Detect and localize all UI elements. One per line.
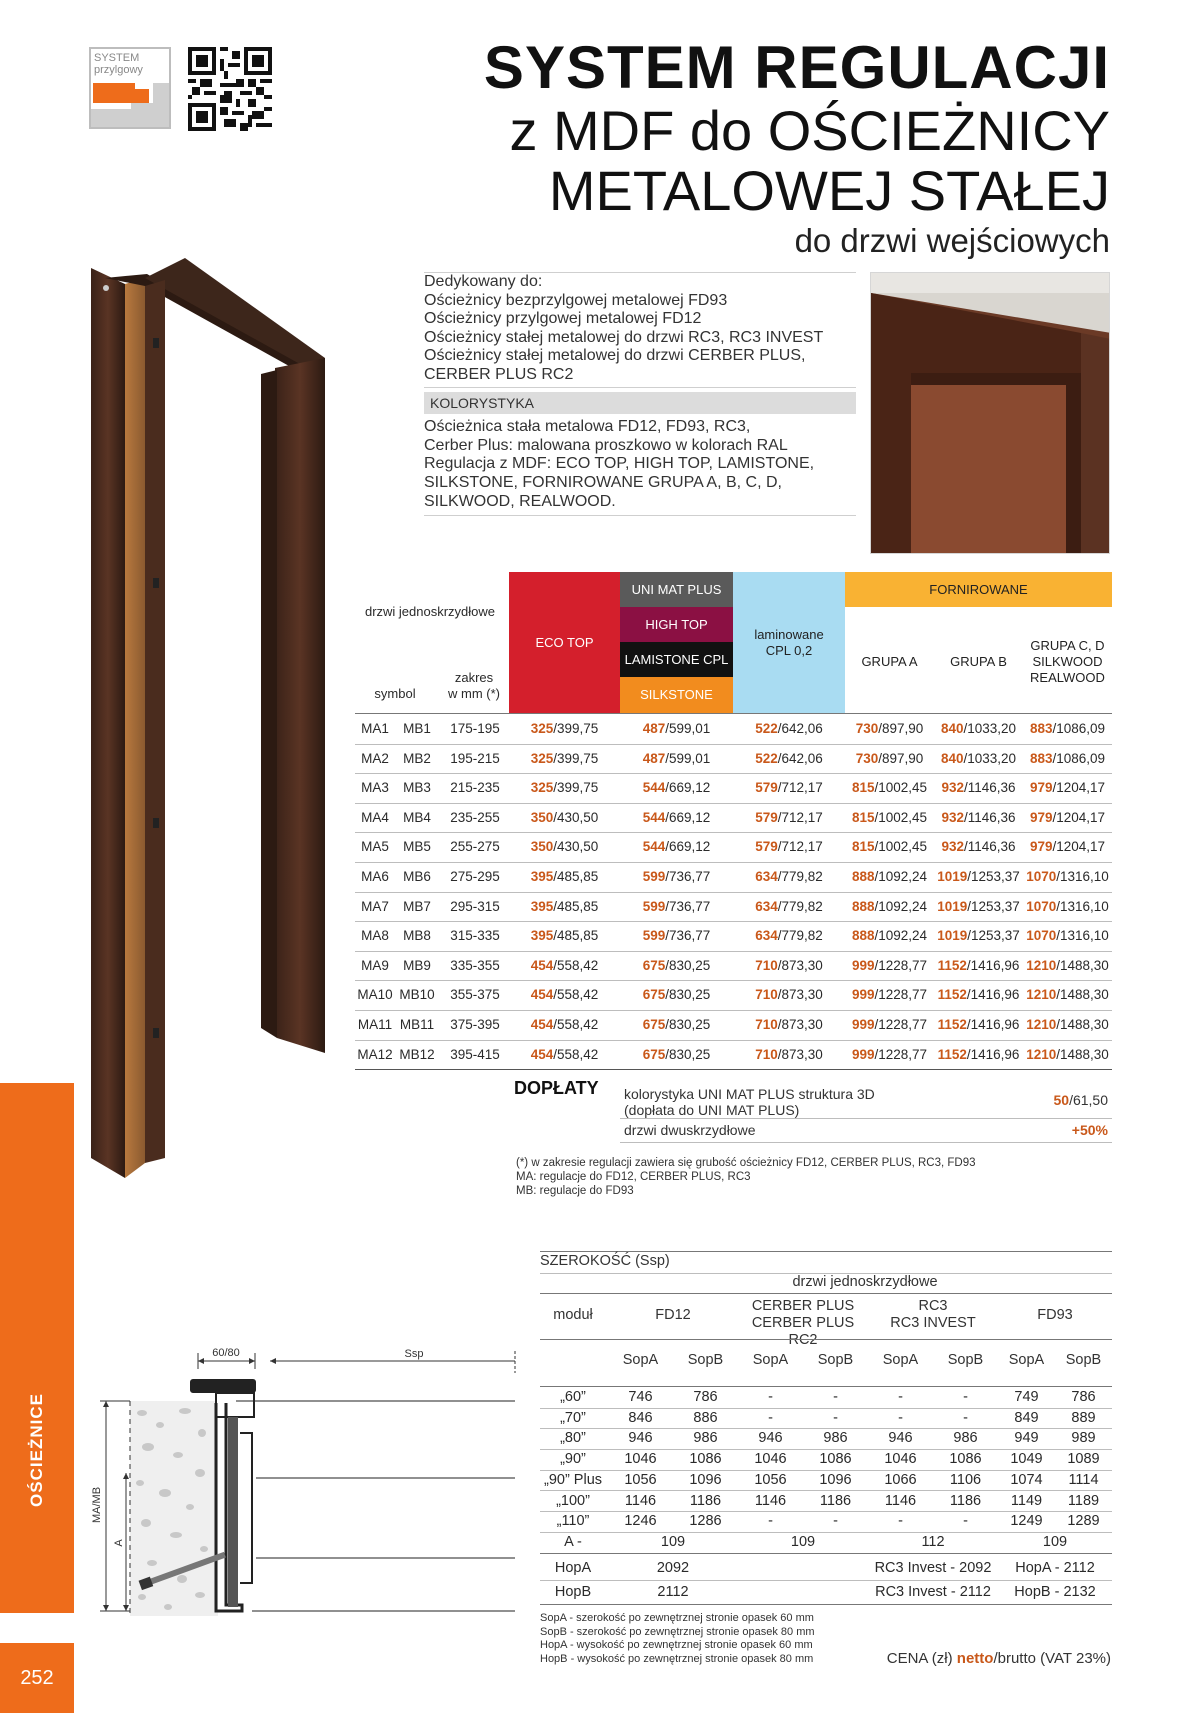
hopb-rc3: RC3 Invest - 2112 <box>875 1584 991 1600</box>
width-cell: 1186 <box>819 1492 852 1509</box>
info-block <box>424 272 856 516</box>
width-cell: - <box>963 1513 968 1530</box>
width-cell: 1289 <box>1067 1513 1100 1530</box>
width-cell: - <box>898 1389 903 1405</box>
doplaty-row1-line2: (dopłata do UNI MAT PLUS) <box>624 1102 800 1118</box>
width-cell: - <box>833 1513 838 1530</box>
price-row <box>355 832 1112 863</box>
sop-header-sopb: SopB <box>817 1352 854 1368</box>
hopa-rc3: RC3 Invest - 2092 <box>874 1560 992 1576</box>
price-cell-eco: 325/399,75 <box>530 750 599 766</box>
door-frame-illustration <box>85 258 330 1188</box>
width-cell: 986 <box>823 1430 848 1447</box>
dedicated-line: CERBER PLUS RC2 <box>424 365 574 383</box>
footnote-3: MB: regulacje do FD93 <box>516 1185 634 1197</box>
doplaty-row-double <box>620 1118 1112 1143</box>
price-cell-uni: 675/830,25 <box>642 1046 711 1062</box>
price-cell-ma: MA10 <box>357 987 393 1003</box>
width-cell: 749 <box>1014 1389 1039 1405</box>
price-cell-gb: 932/1146,36 <box>941 809 1016 825</box>
price-cell-ma: MA12 <box>357 1046 393 1062</box>
price-cell-ga: 888/1092,24 <box>851 928 928 944</box>
price-cell-ga: 999/1228,77 <box>851 957 928 973</box>
price-cell-gb: 1152/1416,96 <box>937 1046 1020 1062</box>
price-cell-mb: MB8 <box>403 928 431 944</box>
price-cell-uni: 544/669,12 <box>642 809 711 825</box>
price-cell-ma: MA8 <box>361 928 389 944</box>
price-cell-range: 275-295 <box>450 869 500 884</box>
header-symbol: symbol <box>374 686 416 701</box>
width-cell: 1074 <box>1010 1471 1043 1488</box>
doplaty-row-uni <box>620 1082 1112 1119</box>
dim-top-label: 60/80 <box>212 1347 240 1359</box>
price-cell-ga: 815/1002,45 <box>851 839 928 855</box>
kolorystyka-line: Cerber Plus: malowana proszkowo w kolorach RAL <box>424 436 788 454</box>
width-col-cerber-line2: CERBER PLUS RC2 <box>751 1315 855 1348</box>
sop-header-sopa: SopA <box>622 1352 659 1368</box>
badge-line1: SYSTEM <box>94 52 140 64</box>
price-cell-lam: 522/642,06 <box>755 750 823 766</box>
price-cell-mb: MB10 <box>399 987 435 1003</box>
price-cell-lam: 710/873,30 <box>755 987 823 1003</box>
price-cell-uni: 675/830,25 <box>642 957 711 973</box>
price-row <box>355 803 1112 834</box>
price-row <box>355 892 1112 923</box>
header-high-top: HIGH TOP <box>620 607 733 642</box>
width-cell: 989 <box>1071 1430 1096 1447</box>
hopa-fd93: HopA - 2112 <box>1015 1560 1095 1576</box>
width-cell: 1066 <box>884 1471 917 1488</box>
price-cell-mb: MB3 <box>403 780 431 796</box>
price-cell-eco: 395/485,85 <box>530 869 599 884</box>
price-cell-gc: 1070/1316,10 <box>1026 898 1109 914</box>
width-row-modul: „90” <box>560 1451 586 1468</box>
width-cell: 949 <box>1014 1430 1039 1447</box>
width-cell: 1286 <box>689 1513 722 1530</box>
width-row <box>540 1491 1112 1513</box>
header-single-door: drzwi jednoskrzydłowe <box>364 604 496 619</box>
dim-a-label: A <box>113 1539 125 1547</box>
width-cell: 1096 <box>819 1471 852 1488</box>
price-row <box>355 980 1112 1011</box>
hopa-value: 2092 <box>656 1560 690 1576</box>
width-col-rc3-line1: RC3 <box>918 1298 948 1314</box>
price-cell-ma: MA9 <box>361 957 389 973</box>
width-row <box>540 1428 1112 1450</box>
header-grupa-cd-line1: GRUPA C, D <box>1030 638 1105 653</box>
title-line3: METALOWEJ STAŁEJ <box>548 159 1110 222</box>
price-cell-lam: 579/712,17 <box>755 809 823 825</box>
header-grupa-b: GRUPA B <box>950 654 1007 669</box>
width-col-rc3-line2: RC3 INVEST <box>890 1315 976 1331</box>
price-cell-gb: 1152/1416,96 <box>937 957 1020 973</box>
frame-corner-image <box>871 273 1110 554</box>
width-cell: 1089 <box>1067 1451 1100 1468</box>
sop-header-sopb: SopB <box>947 1352 984 1368</box>
header-laminowane <box>733 572 845 713</box>
price-cell-range: 255-275 <box>450 839 500 855</box>
price-cell-ga: 888/1092,24 <box>851 869 928 884</box>
price-cell-gb: 1019/1253,37 <box>937 869 1020 884</box>
badge-line2: przylgowy <box>94 64 143 76</box>
hopb-row <box>540 1581 1112 1605</box>
width-cell: - <box>963 1409 968 1426</box>
price-cell-gb: 840/1033,20 <box>940 721 1017 736</box>
width-cell: 1246 <box>624 1513 657 1530</box>
a-row <box>540 1532 1112 1554</box>
price-cell-eco: 325/399,75 <box>530 721 599 736</box>
width-cell: 1086 <box>689 1451 722 1468</box>
hopb-label: HopB <box>554 1584 592 1600</box>
header-laminowane-line1: laminowane <box>754 626 824 642</box>
kolorystyka-heading: KOLORYSTYKA <box>424 392 856 415</box>
page-number: 252 <box>0 1643 74 1713</box>
width-col-rc3 <box>868 1298 998 1332</box>
width-table-subtitle: drzwi jednoskrzydłowe <box>792 1274 938 1290</box>
width-cell: 986 <box>693 1430 718 1447</box>
price-cell-eco: 350/430,50 <box>530 839 599 855</box>
header-grupa-cd <box>1023 636 1112 688</box>
price-cell-gb: 840/1033,20 <box>940 750 1017 766</box>
width-cell: 1046 <box>884 1451 917 1468</box>
price-cell-uni: 544/669,12 <box>642 839 711 855</box>
width-col-fd12: FD12 <box>655 1307 691 1323</box>
price-cell-uni: 675/830,25 <box>642 987 711 1003</box>
price-cell-ga: 730/897,90 <box>855 721 924 736</box>
width-cell: 1046 <box>624 1451 657 1468</box>
footnote-2: MA: regulacje do FD12, CERBER PLUS, RC3 <box>516 1171 751 1183</box>
width-row <box>540 1470 1112 1492</box>
sop-header-sopb: SopB <box>687 1352 724 1368</box>
width-cell: 1106 <box>949 1471 982 1488</box>
qr-code[interactable] <box>188 47 272 131</box>
width-col-cerber <box>738 1298 868 1349</box>
kolorystyka-line: SILKWOOD, REALWOOD. <box>424 492 616 510</box>
price-cell-mb: MB12 <box>399 1046 435 1062</box>
price-cell-lam: 522/642,06 <box>755 721 823 736</box>
price-cell-range: 395-415 <box>450 1046 500 1062</box>
price-cell-gb: 932/1146,36 <box>941 839 1016 855</box>
price-cell-range: 375-395 <box>450 1017 500 1032</box>
width-cell: 786 <box>693 1389 718 1405</box>
width-cell: - <box>898 1409 903 1426</box>
width-row <box>540 1511 1112 1533</box>
dim-mamb-label: MA/MB <box>91 1486 103 1524</box>
price-row <box>355 773 1112 804</box>
width-cell: 886 <box>693 1409 718 1426</box>
price-cell-mb: MB11 <box>399 1017 435 1032</box>
width-cell: 1086 <box>819 1451 852 1468</box>
price-cell-uni: 675/830,25 <box>642 1017 711 1032</box>
width-table-title: SZEROKOŚĆ (Ssp) <box>540 1253 670 1269</box>
header-lamistone: LAMISTONE CPL <box>620 642 733 677</box>
price-cell-ga: 999/1228,77 <box>851 987 928 1003</box>
width-col-fd93: FD93 <box>1037 1307 1073 1323</box>
title-line2: z MDF do OŚCIEŻNICY <box>509 99 1110 162</box>
price-cell-gb: 1152/1416,96 <box>937 987 1020 1003</box>
legend-hopa: HopA - wysokość po zewnętrznej stronie opasek 60 mm <box>540 1639 813 1652</box>
price-cell-eco: 454/558,42 <box>530 1046 599 1062</box>
price-cell-range: 195-215 <box>450 750 500 766</box>
header-laminowane-line2: CPL 0,2 <box>765 642 813 658</box>
hopa-row <box>540 1557 1112 1581</box>
frame-corner-photo <box>870 272 1110 554</box>
price-cell-range: 175-195 <box>450 721 500 736</box>
price-cell-ma: MA6 <box>361 869 389 884</box>
price-cell-ga: 888/1092,24 <box>851 898 928 914</box>
width-cell: 846 <box>628 1409 653 1426</box>
price-cell-uni: 487/599,01 <box>642 721 711 736</box>
header-grupa-cd-line2: SILKWOOD <box>1032 654 1103 669</box>
a-value: 109 <box>660 1534 686 1550</box>
header-grupa-a: GRUPA A <box>861 654 918 669</box>
width-cell: 1046 <box>754 1451 787 1468</box>
price-row <box>355 921 1112 952</box>
price-cell-gc: 979/1204,17 <box>1029 780 1106 796</box>
dedicated-line: Ościeżnicy stałej metalowej do drzwi CERBER PLUS, <box>424 347 806 365</box>
system-badge <box>89 47 171 129</box>
price-cell-range: 235-255 <box>450 809 500 825</box>
doplaty-row2-value: +50% <box>1071 1122 1108 1138</box>
header-range-line2: w mm (*) <box>448 686 500 701</box>
price-cell-gc: 1210/1488,30 <box>1026 1046 1109 1062</box>
width-row <box>540 1408 1112 1430</box>
price-cell-ga: 999/1228,77 <box>851 1017 928 1032</box>
dedicated-line: Ościeżnicy przylgowej metalowej FD12 <box>424 310 702 328</box>
price-cell-mb: MB9 <box>403 957 431 973</box>
width-cell: 986 <box>953 1430 978 1447</box>
price-cell-eco: 454/558,42 <box>530 987 599 1003</box>
width-cell: 1189 <box>1067 1492 1100 1509</box>
price-cell-mb: MB1 <box>403 721 431 736</box>
width-cell: 946 <box>758 1430 783 1447</box>
doplaty-row1-value: 50/61,50 <box>1053 1092 1108 1108</box>
price-cell-range: 295-315 <box>450 898 500 914</box>
width-cell: 1114 <box>1068 1471 1099 1488</box>
width-cell: - <box>898 1513 903 1530</box>
price-row <box>355 1010 1112 1041</box>
price-cell-ga: 730/897,90 <box>855 750 924 766</box>
footnote-1: (*) w zakresie regulacji zawiera się grubość ościeżnicy FD12, CERBER PLUS, RC3, FD93 <box>516 1157 976 1169</box>
width-cell: 1086 <box>949 1451 982 1468</box>
legend <box>540 1612 815 1666</box>
price-cell-gc: 1070/1316,10 <box>1026 928 1109 944</box>
price-cell-gc: 1210/1488,30 <box>1026 957 1109 973</box>
kolorystyka-line: Ościeżnica stała metalowa FD12, FD93, RC3, <box>424 418 751 436</box>
sop-header-sopa: SopA <box>1008 1352 1045 1368</box>
width-cell: - <box>768 1409 773 1426</box>
price-cell-mb: MB2 <box>403 750 431 766</box>
doplaty-row2-label: drzwi dwuskrzydłowe <box>624 1122 756 1138</box>
header-uni-mat-plus: UNI MAT PLUS <box>620 572 733 607</box>
sop-header-sopb: SopB <box>1065 1352 1102 1368</box>
width-cell: 1056 <box>624 1471 657 1488</box>
price-cell-lam: 634/779,82 <box>755 898 823 914</box>
sop-header-sopa: SopA <box>752 1352 789 1368</box>
cross-section-diagram <box>90 1343 530 1633</box>
width-cell: 1149 <box>1010 1492 1043 1509</box>
price-cell-ma: MA5 <box>361 839 389 855</box>
price-cell-ma: MA2 <box>361 750 389 766</box>
width-cell: 946 <box>888 1430 913 1447</box>
price-cell-eco: 454/558,42 <box>530 957 599 973</box>
price-cell-gb: 1152/1416,96 <box>937 1017 1020 1032</box>
width-cell: 1049 <box>1010 1451 1043 1468</box>
width-row-modul: „60” <box>560 1389 586 1405</box>
width-cell: 946 <box>628 1430 653 1447</box>
price-cell-gb: 932/1146,36 <box>941 780 1016 796</box>
header-eco-top: ECO TOP <box>509 572 620 713</box>
width-cell: 849 <box>1014 1409 1039 1426</box>
price-cell-gc: 883/1086,09 <box>1029 750 1106 766</box>
price-cell-ma: MA3 <box>361 780 389 796</box>
price-cell-gc: 1070/1316,10 <box>1026 869 1109 884</box>
width-row <box>540 1387 1112 1409</box>
width-cell: - <box>768 1513 773 1530</box>
width-row-modul: „80” <box>560 1430 586 1447</box>
width-cell: - <box>833 1409 838 1426</box>
price-cell-eco: 454/558,42 <box>530 1017 599 1032</box>
dedicated-line: Ościeżnicy bezprzylgowej metalowej FD93 <box>424 291 728 309</box>
price-cell-lam: 634/779,82 <box>755 869 823 884</box>
price-cell-range: 355-375 <box>450 987 500 1003</box>
width-col-modul: moduł <box>553 1307 593 1323</box>
width-cell: 1186 <box>689 1492 722 1509</box>
width-cell: 1096 <box>689 1471 722 1488</box>
price-row <box>355 862 1112 893</box>
price-cell-lam: 579/712,17 <box>755 780 823 796</box>
dedicated-line: Ościeżnicy stałej metalowej do drzwi RC3, RC3 INVEST <box>424 328 824 346</box>
price-cell-gc: 1210/1488,30 <box>1026 1017 1109 1032</box>
price-cell-range: 335-355 <box>450 957 500 973</box>
price-cell-range: 315-335 <box>450 928 500 944</box>
price-cell-gb: 1019/1253,37 <box>937 928 1020 944</box>
price-cell-mb: MB6 <box>403 869 431 884</box>
hopa-label: HopA <box>554 1560 592 1576</box>
price-row <box>355 1040 1112 1071</box>
price-cell-eco: 350/430,50 <box>530 809 599 825</box>
doplaty-row1-line1: kolorystyka UNI MAT PLUS struktura 3D <box>624 1086 875 1102</box>
price-cell-uni: 599/736,77 <box>642 869 711 884</box>
price-cell-gb: 1019/1253,37 <box>937 898 1020 914</box>
header-grupa-cd-line3: REALWOOD <box>1030 670 1105 685</box>
footnotes <box>516 1156 976 1198</box>
width-cell: - <box>768 1389 773 1405</box>
a-value: 109 <box>790 1534 816 1550</box>
price-cell-ma: MA11 <box>357 1017 393 1032</box>
width-cell: 1186 <box>949 1492 982 1509</box>
price-cell-lam: 710/873,30 <box>755 1046 823 1062</box>
price-row <box>355 951 1112 982</box>
width-cell: - <box>963 1389 968 1405</box>
page-title: SYSTEM REGULACJI <box>483 34 1110 101</box>
header-fornirowane: FORNIROWANE <box>845 572 1112 607</box>
legend-sopb: SopB - szerokość po zewnętrznej stronie opasek 80 mm <box>540 1625 815 1638</box>
price-cell-mb: MB7 <box>403 898 431 914</box>
width-row-modul: „100” <box>556 1492 590 1509</box>
qr-code-icon <box>188 47 272 131</box>
price-cell-ma: MA1 <box>361 721 389 736</box>
width-cell: 786 <box>1071 1389 1096 1405</box>
width-cell: 1146 <box>884 1492 917 1509</box>
price-cell-range: 215-235 <box>450 780 500 796</box>
doplaty-heading: DOPŁATY <box>514 1078 599 1098</box>
hopb-value: 2112 <box>657 1584 689 1600</box>
price-cell-uni: 487/599,01 <box>642 750 711 766</box>
price-cell-ga: 815/1002,45 <box>851 809 928 825</box>
price-cell-gc: 979/1204,17 <box>1029 839 1106 855</box>
price-cell-ga: 999/1228,77 <box>851 1046 928 1062</box>
a-label: A - <box>564 1534 582 1550</box>
width-col-cerber-line1: CERBER PLUS <box>751 1298 855 1314</box>
kolorystyka-line: Regulacja z MDF: ECO TOP, HIGH TOP, LAMISTONE, <box>424 455 815 473</box>
price-cell-gc: 1210/1488,30 <box>1026 987 1109 1003</box>
price-cell-eco: 325/399,75 <box>530 780 599 796</box>
price-row <box>355 744 1112 775</box>
width-cell: 1249 <box>1010 1513 1043 1530</box>
price-cell-ma: MA4 <box>361 809 389 825</box>
width-cell: 1146 <box>624 1492 657 1509</box>
price-cell-gc: 979/1204,17 <box>1029 809 1106 825</box>
price-cell-ma: MA7 <box>361 898 389 914</box>
price-cell-uni: 544/669,12 <box>642 780 711 796</box>
width-row-modul: „90” Plus <box>543 1471 603 1488</box>
width-cell: 746 <box>628 1389 653 1405</box>
a-value: 109 <box>1042 1534 1068 1550</box>
hopb-fd93: HopB - 2132 <box>1014 1584 1096 1600</box>
width-cell: 1056 <box>754 1471 787 1488</box>
price-cell-lam: 634/779,82 <box>755 928 823 944</box>
frame-profile-icon <box>91 49 169 127</box>
price-cell-lam: 579/712,17 <box>755 839 823 855</box>
dim-ssp-label: Ssp <box>404 1348 424 1360</box>
price-cell-eco: 395/485,85 <box>530 898 599 914</box>
header-range-line1: zakres <box>454 670 494 685</box>
dedicated-line: Dedykowany do: <box>424 273 543 290</box>
kolorystyka-line: SILKSTONE, FORNIROWANE GRUPA A, B, C, D, <box>424 473 782 491</box>
price-cell-mb: MB5 <box>403 839 431 855</box>
price-row <box>355 714 1112 745</box>
header-silkstone: SILKSTONE <box>620 677 733 713</box>
price-cell-lam: 710/873,30 <box>755 957 823 973</box>
price-note: CENA (zł) netto/brutto (VAT 23%) <box>886 1650 1111 1667</box>
price-cell-uni: 599/736,77 <box>642 928 711 944</box>
width-cell: - <box>833 1389 838 1405</box>
price-cell-eco: 395/485,85 <box>530 928 599 944</box>
title-subtitle: do drzwi wejściowych <box>794 222 1110 259</box>
price-cell-mb: MB4 <box>403 809 431 825</box>
price-cell-lam: 710/873,30 <box>755 1017 823 1032</box>
section-label: OŚCIEŻNICE <box>27 1393 46 1507</box>
header-range <box>436 670 512 702</box>
width-cell: 889 <box>1071 1409 1096 1426</box>
width-row-modul: „110” <box>556 1513 590 1530</box>
legend-hopb: HopB - wysokość po zewnętrznej stronie opasek 80 mm <box>540 1652 814 1665</box>
a-value: 112 <box>921 1534 945 1550</box>
price-cell-gc: 883/1086,09 <box>1029 721 1106 736</box>
sop-header-sopa: SopA <box>882 1352 919 1368</box>
price-cell-ga: 815/1002,45 <box>851 780 928 796</box>
width-row-modul: „70” <box>560 1409 586 1426</box>
width-row <box>540 1449 1112 1471</box>
width-cell: 1146 <box>754 1492 787 1509</box>
legend-sopa: SopA - szerokość po zewnętrznej stronie opasek 60 mm <box>540 1612 814 1624</box>
price-cell-uni: 599/736,77 <box>642 898 711 914</box>
